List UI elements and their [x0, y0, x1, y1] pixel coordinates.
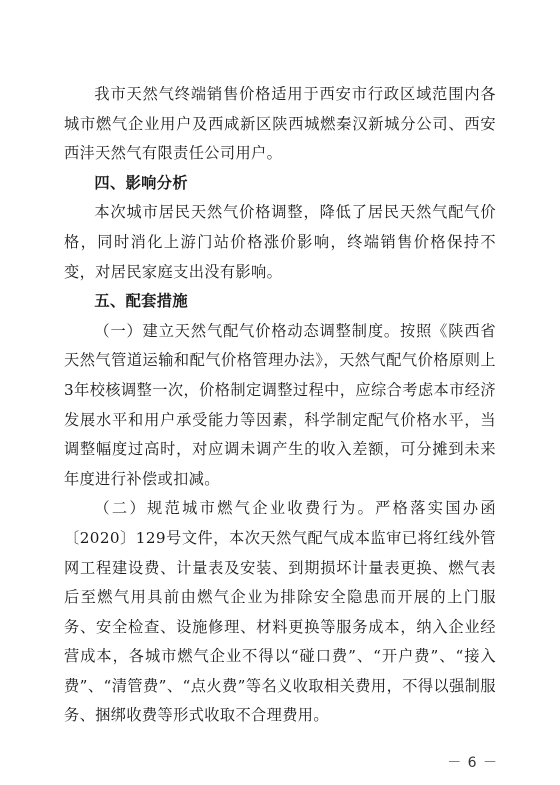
page-number: － 6 －: [447, 755, 498, 771]
section-heading-impact-analysis: 四、影响分析: [94, 173, 188, 192]
document-body: [64, 80, 496, 731]
paragraph-dynamic-adjustment: （一）建立天然气配气价格动态调整制度。按照《陕西省天然气管道运输和配气价格管理办法》，天然气配气价格原则上3年校核调整一次，价格制定调整过程中，应综合考虑本市经济发展水平和用户承受能力等因素，科学制定配气价格水平，当调整幅度过高时，对应调未调产生的收入差额，可分摊到未来年度进行补偿或扣减。: [64, 321, 496, 488]
section-heading-supporting-measures: 五、配套措施: [94, 292, 188, 311]
paragraph-fee-regulation: （二）规范城市燃气企业收费行为。严格落实国办函〔2020〕129号文件，本次天然气配气成本监审已将红线外管网工程建设费、计量表及安装、到期损坏计量表更换、燃气表后至燃气用具前由燃气企业为排除安全隐患而开展的上门服务、安全检查、设施修理、材料更换等服务成本，纳入企业经营成本，各城市燃气企业不得以“碰口费”、“开户费”、“接入费”、“清管费”、“点火费”等名义收取相关费用，不得以强制服务、捆绑收费等形式收取不合理费用。: [64, 499, 496, 725]
paragraph-price-scope: 我市天然气终端销售价格适用于西安市行政区域范围内各城市燃气企业用户及西咸新区陕西城燃秦汉新城分公司、西安西沣天然气有限责任公司用户。: [64, 85, 496, 163]
paragraph-impact-analysis: 本次城市居民天然气价格调整，降低了居民天然气配气价格，同时消化上游门站价格涨价影响，终端销售价格保持不变，对居民家庭支出没有影响。: [64, 203, 496, 281]
